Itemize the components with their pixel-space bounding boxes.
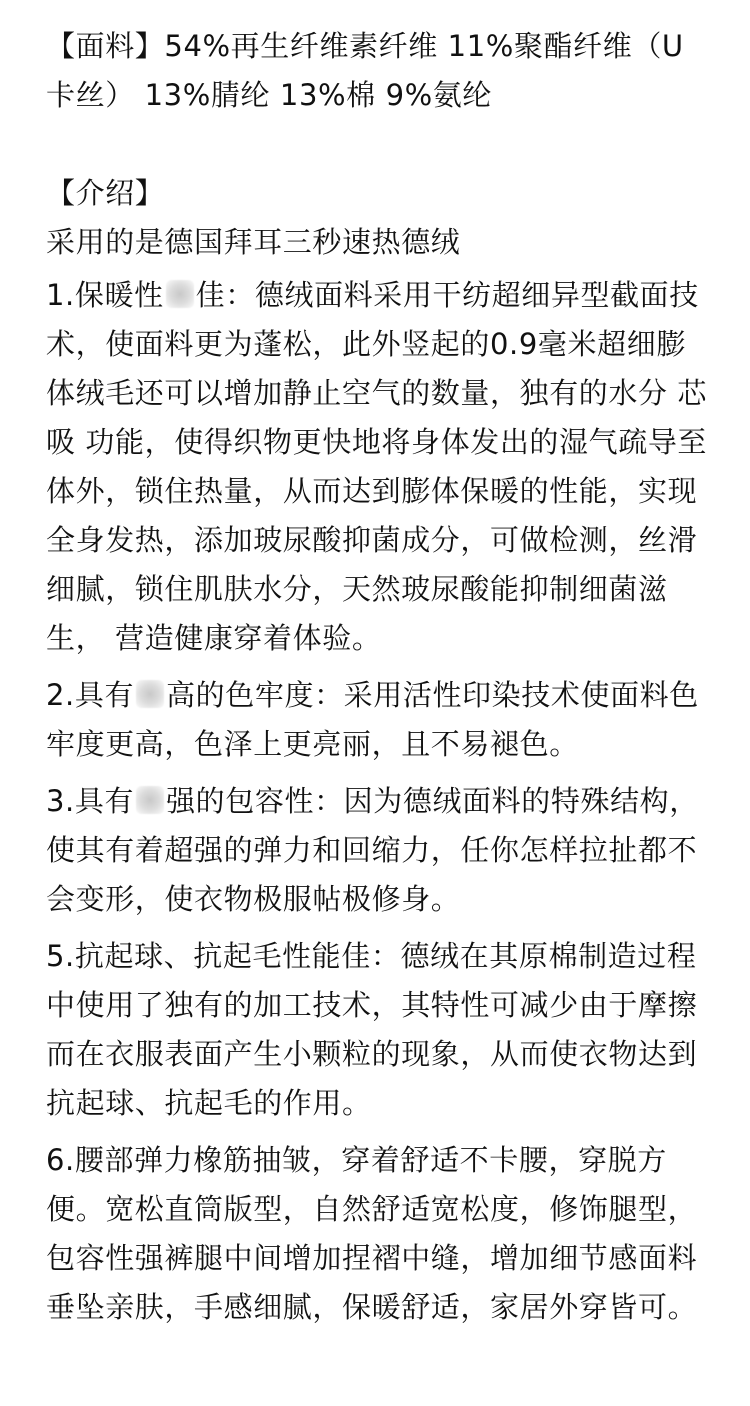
intro-lead: 采用的是德国拜耳三秒速热德绒 (46, 225, 461, 259)
fabric-composition: 【面料】54%再生纤维素纤维 11%聚酯纤维（U卡丝） 13%腈纶 13%棉 9%氨纶 (46, 29, 684, 112)
feature-warmth-body: 佳：德绒面料采用干纺超细异型截面技术，使面料更为蓬松，此外竖起的0.9毫米超细膨体绒毛还可以增加静止空气的数量，独有的水分 芯吸 功能，使得织物更快地将身体发出的湿气疏导至体外，锁住热量，从而达到膨体保暖的性能，实现全身发热，添加玻尿酸抑菌成分，可做检测，丝滑细腻，锁住肌肤水分，天然玻尿酸能抑制细菌滋生， 营造健康穿着体验。 (46, 278, 708, 655)
feature-color-fastness-body: 高的色牢度：采用活性印染技术使面料色牢度更高，色泽上更亮丽，且不易褪色。 (46, 678, 699, 761)
feature-warmth (46, 271, 710, 663)
feature-color-fastness (46, 671, 710, 769)
feature-inclusiveness-body: 强的包容性：因为德绒面料的特殊结构，使其有着超强的弹力和回缩力，任你怎样拉扯都不会变形，使衣物极服帖极修身。 (46, 784, 699, 916)
feature-warmth-prefix: 1.保暖性 (46, 278, 164, 312)
feature-color-fastness-prefix: 2.具有 (46, 678, 135, 712)
feature-anti-pilling: 5.抗起球、抗起毛性能佳：德绒在其原棉制造过程中使用了独有的加工技术，其特性可减少由于摩擦而在衣服表面产生小颗粒的现象，从而使衣物达到抗起球、抗起毛的作用。 (46, 939, 698, 1120)
blurred-word (136, 786, 164, 814)
feature-inclusiveness (46, 777, 710, 924)
description-text-block (46, 22, 710, 1332)
feature-inclusiveness-prefix: 3.具有 (46, 784, 135, 818)
blurred-word (166, 280, 194, 308)
feature-waist-fit: 6.腰部弹力橡筋抽皱，穿着舒适不卡腰，穿脱方便。宽松直筒版型，自然舒适宽松度，修饰腿型，包容性强裤腿中间增加捏褶中缝，增加细节感面料垂坠亲肤，手感细腻，保暖舒适，家居外穿皆可。 (46, 1143, 698, 1324)
intro-heading: 【介绍】 (46, 176, 165, 210)
blurred-word (136, 680, 164, 708)
